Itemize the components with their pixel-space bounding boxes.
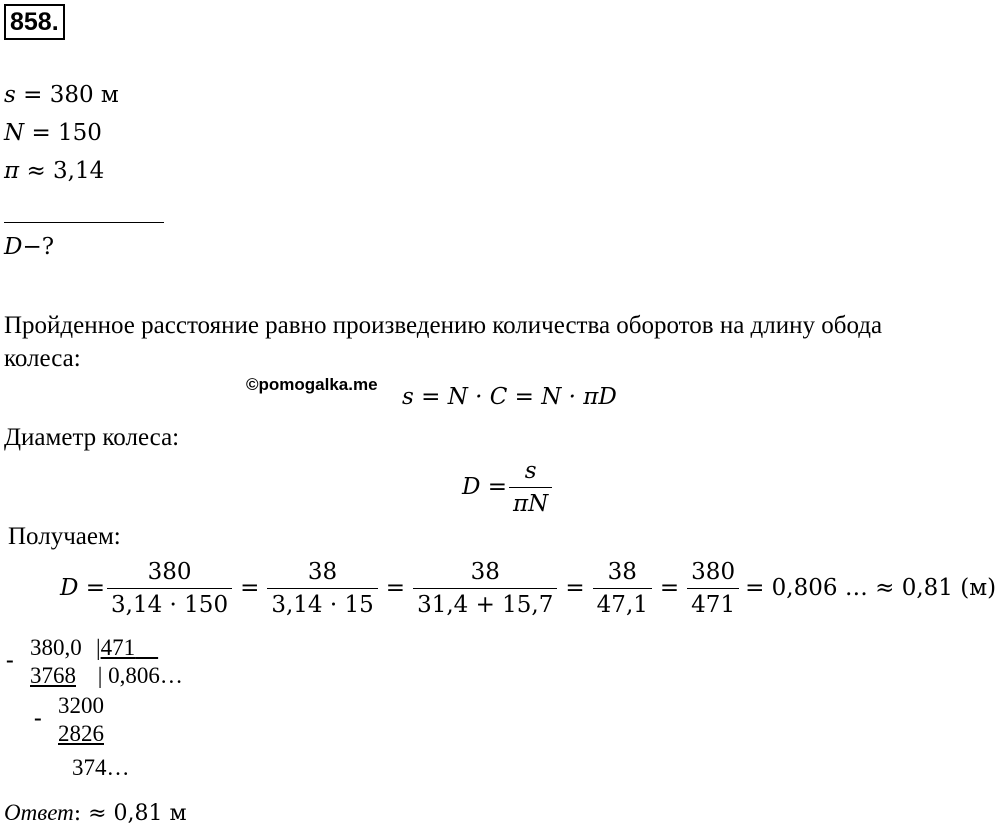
given-var-n: N (4, 120, 25, 146)
calc-fraction-5 (687, 556, 739, 621)
formula-diameter-fraction (509, 455, 552, 520)
given-line-n (4, 120, 102, 146)
diameter-label: Диаметр колеса: (4, 424, 180, 451)
find-question: −? (22, 234, 55, 260)
answer-value: : ≈ 0,81 м (73, 801, 187, 826)
formula-distance: s = N · C = N · πD (402, 384, 617, 410)
division-divisor-group: |471 (96, 635, 136, 660)
given-divider (4, 222, 164, 223)
calc-f4-num: 38 (593, 556, 652, 589)
division-minus-1: - (6, 647, 14, 672)
division-remainder-1: 3200 (58, 693, 104, 718)
division-quotient-group: | 0,806… (92, 663, 183, 688)
calc-f1-num: 380 (107, 556, 232, 589)
watermark: ©pomogalka.me (246, 375, 378, 394)
calc-f4-den: 47,1 (596, 591, 648, 618)
problem-number: 858. (4, 4, 65, 40)
given-value-pi: ≈ 3,14 (26, 158, 105, 184)
given-value-n: = 150 (31, 120, 102, 146)
fraction-denominator: πN (513, 490, 549, 517)
calc-f2-num: 38 (267, 556, 377, 589)
calc-fraction-3 (413, 556, 557, 621)
equals-sign: = (385, 575, 406, 601)
given-var-pi: π (4, 158, 20, 184)
answer-label: Ответ (4, 800, 74, 825)
calc-lhs: D = (60, 575, 106, 601)
calc-f5-den: 471 (691, 591, 736, 618)
fraction-numerator: s (509, 455, 552, 488)
given-value-s: = 380 м (23, 82, 119, 108)
formula-diameter-lhs: D = (462, 474, 508, 500)
result-label: Получаем: (8, 523, 121, 550)
equals-sign: = (240, 575, 260, 601)
division-remainder-2: 374… (72, 755, 130, 780)
calc-fraction-2 (267, 556, 377, 621)
explanation-line-1: Пройденное расстояние равно произведению количества оборотов на длину обода (4, 312, 883, 339)
equals-sign: = (565, 575, 585, 601)
answer-line (4, 800, 187, 826)
equals-sign: = (659, 575, 680, 601)
given-line-s (4, 82, 119, 108)
find-var: D (4, 234, 23, 260)
calc-f3-num: 38 (413, 556, 557, 589)
calc-fraction-4 (593, 556, 652, 621)
calc-f1-den: 3,14 · 150 (111, 591, 229, 618)
calc-f5-num: 380 (687, 556, 739, 589)
formula-diameter (462, 454, 554, 520)
find-line (4, 234, 54, 260)
given-var-s: s (4, 82, 16, 108)
calc-f3-den: 31,4 + 15,7 (417, 591, 554, 618)
division-subtrahend-1: 3768 (30, 663, 76, 688)
calc-f2-den: 3,14 · 15 (271, 591, 374, 618)
division-divisor: 471 (100, 635, 136, 660)
calculation-equation (60, 554, 996, 622)
given-line-pi (4, 158, 104, 184)
division-minus-2: - (34, 705, 42, 730)
calc-fraction-1 (107, 556, 232, 621)
calc-result: = 0,806 … ≈ 0,81 (м) (745, 575, 996, 601)
explanation-line-2: колеса: (4, 345, 81, 372)
division-dividend: 380,0 (30, 635, 82, 660)
division-quotient: 0,806… (108, 663, 183, 688)
division-subtrahend-2: 2826 (58, 721, 104, 746)
